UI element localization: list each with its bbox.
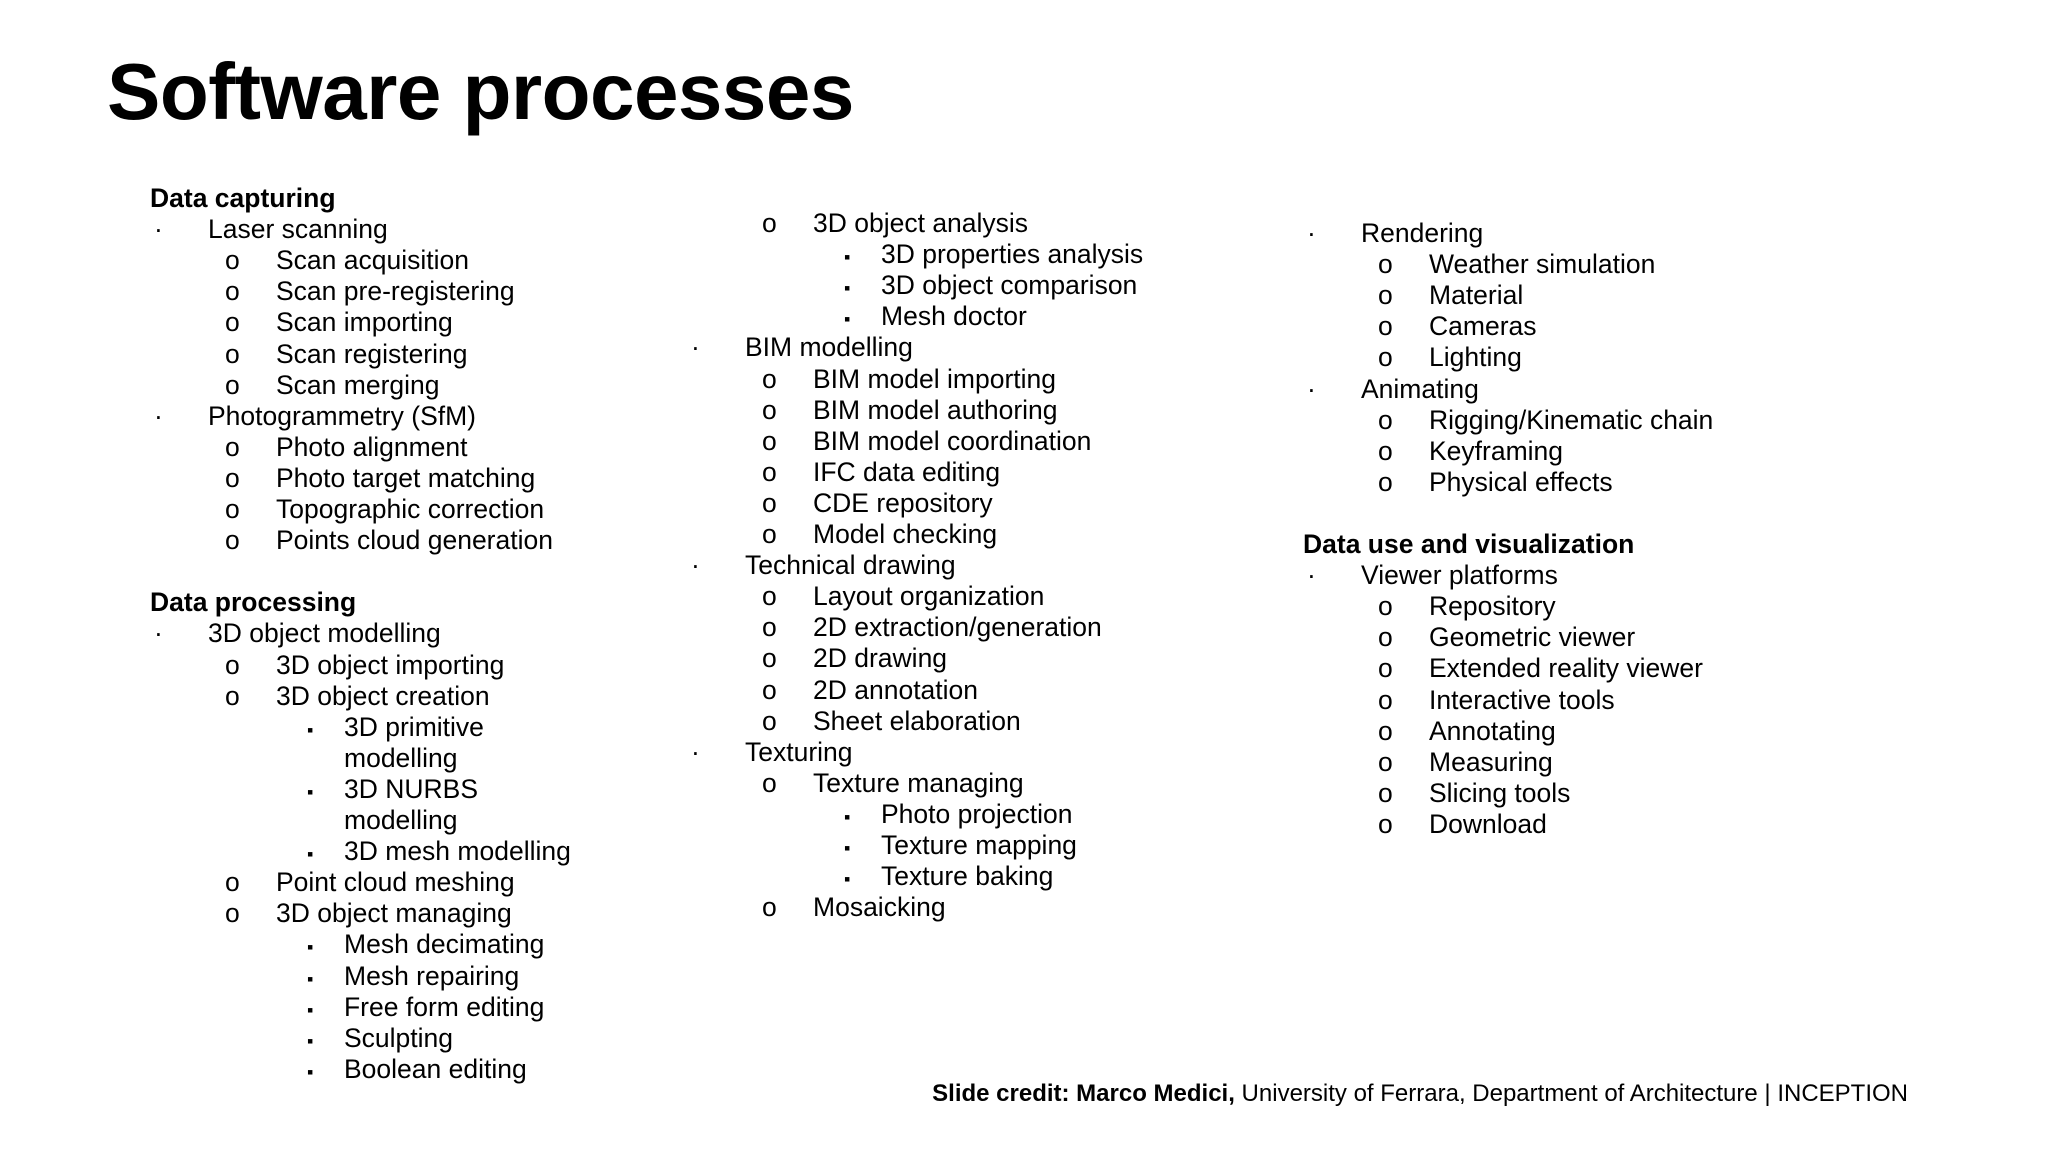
list-item (762, 674, 979, 706)
list-item-text: Rendering (1361, 218, 1484, 248)
square-bullet: ▪ (307, 844, 314, 865)
section-heading-text: Data processing (150, 587, 357, 618)
list-item-text: Animating (1361, 373, 1479, 404)
list-item (225, 680, 490, 712)
credit-author: Slide credit: Marco Medici, (932, 1080, 1235, 1107)
circle-letter-bullet: o (1378, 342, 1393, 373)
list-item (1378, 404, 1714, 436)
list-item-text: Scan importing (276, 307, 453, 338)
circle-letter-bullet: o (762, 892, 777, 923)
list-item-text: Technical drawing (745, 550, 956, 581)
list-item (844, 798, 1073, 830)
slide-credit (932, 1079, 1908, 1109)
circle-letter-bullet: o (1378, 653, 1393, 684)
square-bullet: ▪ (844, 278, 851, 299)
list-item-text: Boolean editing (344, 1053, 527, 1084)
list-item-text: Slicing tools (1429, 777, 1571, 808)
circle-letter-bullet: o (1378, 249, 1393, 280)
middle-dot-bullet: · (1307, 560, 1316, 591)
circle-letter-bullet: o (762, 456, 777, 487)
circle-letter-bullet: o (225, 338, 240, 369)
circle-letter-bullet: o (1378, 311, 1393, 342)
circle-letter-bullet: o (1378, 591, 1393, 622)
middle-dot-bullet: · (154, 214, 163, 245)
square-bullet: ▪ (307, 1061, 314, 1082)
list-item-text: Topographic correction (276, 494, 545, 524)
list-item (1378, 746, 1553, 778)
middle-dot-bullet: · (154, 400, 163, 431)
list-item (225, 494, 545, 525)
list-item-text: Laser scanning (208, 214, 388, 245)
list-item (307, 929, 545, 960)
list-item (1378, 653, 1703, 684)
list-item-text: Photo alignment (276, 431, 468, 462)
list-item (1378, 715, 1556, 747)
list-item (307, 711, 484, 743)
list-item (1378, 466, 1613, 498)
list-item-text: Texture mapping (881, 830, 1077, 860)
list-item-text: Free form editing (344, 991, 545, 1022)
list-item-text: Model checking (813, 519, 998, 549)
list-item (844, 239, 1144, 270)
list-item (1378, 435, 1564, 467)
list-item (691, 550, 956, 581)
list-item-text: 3D object creation (276, 680, 490, 711)
list-item (1378, 591, 1556, 622)
list-item (154, 214, 388, 245)
list-item-text: Annotating (1429, 715, 1556, 746)
list-item-text: 2D drawing (813, 643, 948, 674)
list-item (762, 456, 1001, 488)
list-item-text: 3D properties analysis (881, 239, 1144, 270)
section-heading (1303, 529, 1634, 560)
list-item (1378, 622, 1636, 653)
list-item (1378, 777, 1571, 809)
square-bullet: ▪ (307, 781, 314, 802)
list-item (1378, 808, 1547, 840)
list-item-text: Scan merging (276, 369, 440, 400)
list-item (691, 736, 853, 768)
middle-dot-bullet: · (1307, 218, 1316, 248)
list-item (762, 519, 998, 550)
list-item (1378, 684, 1615, 716)
circle-letter-bullet: o (225, 369, 240, 400)
list-item-text: 3D object modelling (208, 618, 441, 649)
list-item-text: Scan acquisition (276, 245, 469, 276)
list-item (307, 1053, 527, 1085)
section-heading-text: Data capturing (150, 183, 336, 213)
list-item (762, 892, 946, 923)
square-bullet: ▪ (844, 869, 851, 890)
list-item-text: Viewer platforms (1361, 560, 1558, 591)
list-item-text: Photo projection (881, 798, 1073, 829)
list-item-text: BIM model coordination (813, 425, 1092, 456)
list-item (307, 1022, 454, 1054)
circle-letter-bullet: o (762, 581, 777, 612)
list-item (844, 830, 1077, 861)
circle-letter-bullet: o (1378, 435, 1393, 466)
list-item (1307, 218, 1484, 249)
square-bullet: ▪ (844, 806, 851, 827)
credit-affiliation: University of Ferrara, Department of Architecture | INCEPTION (1234, 1080, 1908, 1107)
slide-title: Software processes (107, 47, 854, 136)
list-item-text: Mosaicking (813, 892, 946, 923)
list-item (307, 773, 479, 805)
list-item-text: 3D object comparison (881, 270, 1138, 301)
list-item (307, 991, 545, 1023)
list-item-text: Interactive tools (1429, 684, 1615, 715)
list-item-text: BIM modelling (745, 332, 913, 363)
list-item-text: 2D extraction/generation (813, 612, 1102, 643)
list-item-text: 3D mesh modelling (344, 836, 571, 867)
list-item-text: 3D object analysis (813, 208, 1029, 238)
list-item-text: Sculpting (344, 1022, 454, 1053)
list-item-text: 3D NURBS (344, 773, 479, 804)
middle-dot-bullet: · (1307, 373, 1316, 404)
list-item-text: 3D object managing (276, 898, 512, 929)
list-item-text: BIM model authoring (813, 394, 1058, 425)
list-item (1378, 311, 1537, 342)
square-bullet: ▪ (307, 999, 314, 1020)
list-item (762, 612, 1102, 643)
list-item (1307, 560, 1558, 591)
list-item (762, 767, 1024, 799)
list-item (691, 332, 913, 363)
list-item (225, 338, 468, 370)
circle-letter-bullet: o (762, 767, 777, 798)
circle-letter-bullet: o (762, 643, 777, 674)
circle-letter-bullet: o (1378, 684, 1393, 715)
circle-letter-bullet: o (225, 431, 240, 462)
circle-letter-bullet: o (1378, 746, 1393, 777)
list-item (154, 400, 477, 432)
list-item-text: Scan registering (276, 338, 468, 369)
section-heading-text: Data use and visualization (1303, 529, 1635, 559)
list-item (1307, 373, 1479, 405)
list-item (1378, 342, 1522, 373)
circle-letter-bullet: o (762, 425, 777, 456)
list-item (225, 898, 512, 929)
list-item-text: Keyframing (1429, 435, 1564, 466)
square-bullet: ▪ (844, 309, 851, 330)
list-item-text: CDE repository (813, 487, 993, 518)
list-item-text: Geometric viewer (1429, 622, 1636, 653)
list-item-text: Measuring (1429, 746, 1553, 777)
circle-letter-bullet: o (762, 394, 777, 425)
middle-dot-bullet: · (691, 736, 700, 767)
list-item (307, 836, 571, 867)
list-item-text: Physical effects (1429, 466, 1613, 497)
circle-letter-bullet: o (225, 462, 240, 493)
square-bullet: ▪ (844, 247, 851, 268)
list-item (762, 394, 1058, 426)
circle-letter-bullet: o (762, 519, 777, 549)
list-item-text: 3D primitive (344, 711, 484, 742)
list-item (225, 649, 505, 681)
circle-letter-bullet: o (1378, 404, 1393, 435)
list-item-text: IFC data editing (813, 456, 1001, 487)
circle-letter-bullet: o (225, 245, 240, 276)
list-item-text: Mesh decimating (344, 929, 545, 960)
list-item (344, 805, 457, 836)
list-item (844, 301, 1027, 332)
list-item-text: Point cloud meshing (276, 867, 515, 898)
circle-letter-bullet: o (225, 898, 240, 929)
square-bullet: ▪ (307, 1030, 314, 1051)
circle-letter-bullet: o (1378, 715, 1393, 746)
list-item-text: Texture baking (881, 861, 1054, 892)
list-item (307, 960, 520, 992)
square-bullet: ▪ (307, 937, 314, 958)
middle-dot-bullet: · (154, 618, 163, 649)
list-item-text: Sheet elaboration (813, 705, 1021, 736)
circle-letter-bullet: o (225, 680, 240, 711)
circle-letter-bullet: o (762, 208, 777, 238)
list-item (225, 307, 453, 338)
list-item (762, 425, 1092, 457)
section-heading (150, 587, 356, 618)
list-item-text: BIM model importing (813, 363, 1057, 394)
list-item (225, 462, 536, 494)
middle-dot-bullet: · (691, 332, 700, 363)
list-item (225, 431, 468, 463)
list-item-text: Photo target matching (276, 462, 536, 493)
circle-letter-bullet: o (762, 487, 777, 518)
list-item-text: Weather simulation (1429, 249, 1656, 280)
circle-letter-bullet: o (762, 674, 777, 705)
circle-letter-bullet: o (225, 867, 240, 898)
list-item (762, 643, 948, 674)
list-item (344, 743, 457, 774)
list-item (844, 861, 1054, 892)
section-heading (150, 183, 336, 214)
list-item-text: Scan pre-registering (276, 276, 515, 307)
list-item-text: Texture managing (813, 767, 1024, 798)
square-bullet: ▪ (844, 838, 851, 858)
circle-letter-bullet: o (225, 494, 240, 524)
circle-letter-bullet: o (762, 612, 777, 643)
list-item-text: Photogrammetry (SfM) (208, 400, 477, 431)
list-item-text: Cameras (1429, 311, 1537, 342)
circle-letter-bullet: o (1378, 777, 1393, 808)
list-item-text: Rigging/Kinematic chain (1429, 404, 1714, 435)
list-item (225, 245, 469, 276)
list-item (225, 525, 553, 556)
list-item (154, 618, 441, 649)
square-bullet: ▪ (307, 719, 314, 740)
list-item-text: modelling (344, 805, 458, 835)
list-item (762, 363, 1057, 395)
circle-letter-bullet: o (1378, 808, 1393, 839)
list-item-text: Download (1429, 808, 1547, 839)
list-item-text: Texturing (745, 736, 853, 767)
list-item-text: Lighting (1429, 342, 1522, 373)
circle-letter-bullet: o (1378, 280, 1393, 311)
circle-letter-bullet: o (762, 363, 777, 394)
list-item-text: Extended reality viewer (1429, 653, 1703, 684)
middle-dot-bullet: · (691, 550, 700, 581)
circle-letter-bullet: o (225, 307, 240, 338)
list-item-text: Mesh doctor (881, 301, 1027, 332)
list-item (225, 276, 515, 307)
list-item (762, 705, 1021, 737)
list-item-text: Points cloud generation (276, 525, 553, 556)
circle-letter-bullet: o (225, 525, 240, 556)
list-item-text: modelling (344, 742, 458, 773)
list-item-text: Mesh repairing (344, 960, 520, 991)
circle-letter-bullet: o (1378, 622, 1393, 653)
list-item (1378, 280, 1524, 311)
list-item (225, 369, 440, 401)
list-item-text: Repository (1429, 591, 1556, 622)
circle-letter-bullet: o (225, 276, 240, 307)
list-item (762, 487, 993, 519)
square-bullet: ▪ (307, 968, 314, 989)
list-item (762, 581, 1045, 612)
list-item (1378, 249, 1656, 280)
list-item-text: Material (1429, 280, 1524, 311)
list-item (225, 867, 515, 898)
circle-letter-bullet: o (762, 705, 777, 736)
circle-letter-bullet: o (1378, 466, 1393, 497)
list-item-text: Layout organization (813, 581, 1045, 612)
list-item-text: 2D annotation (813, 674, 979, 705)
circle-letter-bullet: o (225, 649, 240, 680)
list-item (762, 208, 1029, 239)
list-item (844, 270, 1138, 301)
list-item-text: 3D object importing (276, 649, 505, 680)
